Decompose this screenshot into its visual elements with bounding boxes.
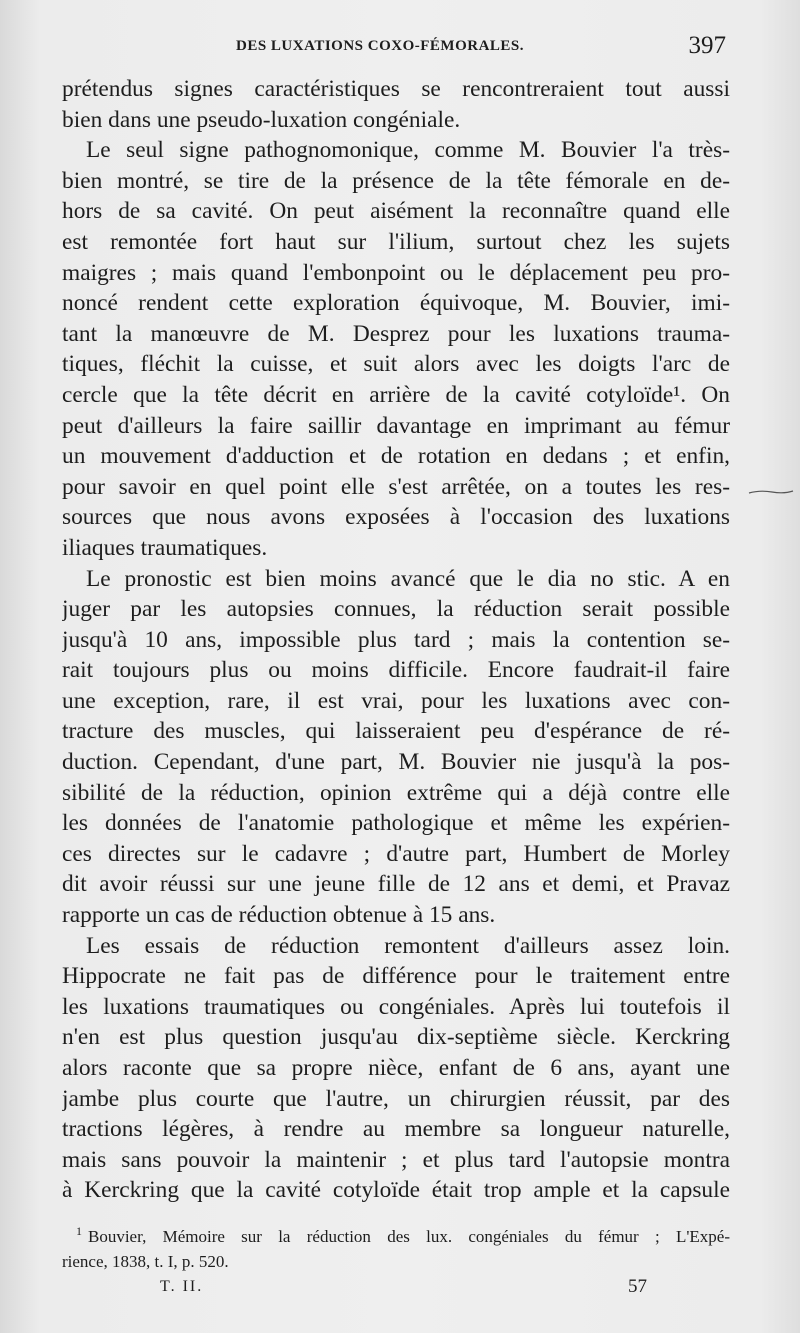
- signature-mark: T. II.: [160, 1278, 204, 1295]
- text-line: les luxations traumatiques ou congéniales. Après lui toutefois il: [62, 993, 730, 1020]
- text-line: n'en est plus question jusqu'au dix-septième siècle. Kerckring: [62, 1024, 730, 1051]
- text-line: duction. Cependant, d'une part, M. Bouvier nie jusqu'à la pos-: [62, 749, 730, 776]
- footnote-text: Bouvier, Mémoire sur la réduction des lux. congéniales du fémur ; L'Expé-: [88, 1227, 730, 1246]
- text-line: alors raconte que sa propre nièce, enfant de 6 ans, ayant une: [62, 1055, 730, 1081]
- page-header: [236, 32, 726, 62]
- text-line: jambe plus courte que l'autre, un chirurgien réussit, par des: [62, 1085, 730, 1112]
- text-line: Hippocrate ne fait pas de différence pour le traitement entre: [62, 963, 730, 990]
- text-line: peut d'ailleurs la faire saillir davantage en imprimant au fémur: [62, 412, 730, 439]
- running-head: DES LUXATIONS COXO-FÉMORALES.: [236, 38, 525, 54]
- page-number: 397: [688, 32, 726, 59]
- text-line: est remontée fort haut sur l'ilium, surtout chez les sujets: [62, 228, 730, 255]
- text-line: à Kerckring que la cavité cotyloïde était trop ample et la capsule: [62, 1177, 730, 1204]
- text-line: prétendus signes caractéristiques se rencontreraient tout aussi: [62, 76, 730, 102]
- text-line: ces directes sur le cadavre ; d'autre part, Humbert de Morley: [62, 840, 730, 867]
- text-line: bien montré, se tire de la présence de la tête fémorale en de-: [62, 167, 730, 194]
- footnote-line: [62, 1249, 730, 1274]
- text-line: tracture des muscles, qui laisseraient peu d'espérance de ré-: [62, 718, 730, 745]
- text-line: dit avoir réussi sur une jeune fille de 12 ans et demi, et Pravaz: [62, 871, 730, 898]
- text-line: tiques, fléchit la cuisse, et suit alors avec les doigts l'arc de: [62, 351, 730, 378]
- text-line: Le pronostic est bien moins avancé que le dia no stic. A en: [86, 565, 730, 592]
- footnote-line: [62, 1224, 730, 1249]
- text-line: jusqu'à 10 ans, impossible plus tard ; mais la contention se-: [62, 626, 730, 653]
- text-line: mais sans pouvoir la maintenir ; et plus tard l'autopsie montra: [62, 1146, 730, 1173]
- margin-pen-mark: [748, 488, 794, 496]
- text-line: sources que nous avons exposées à l'occasion des luxations: [62, 504, 730, 531]
- text-line: tractions légères, à rendre au membre sa longueur naturelle,: [62, 1116, 730, 1143]
- sheet-number: 57: [628, 1276, 647, 1297]
- text-line: sibilité de la réduction, opinion extrême qui a déjà contre elle: [62, 779, 730, 806]
- footnote-text: rience, 1838, t. I, p. 520.: [62, 1252, 229, 1271]
- text-line: noncé rendent cette exploration équivoque, M. Bouvier, imi-: [62, 290, 730, 317]
- text-line: juger par les autopsies connues, la réduction serait possible: [62, 596, 730, 623]
- text-line: rapporte un cas de réduction obtenue à 15 ans.: [62, 902, 496, 929]
- text-line: cercle que la tête décrit en arrière de la cavité cotyloïde¹. On: [62, 381, 730, 408]
- text-line: bien dans une pseudo-luxation congéniale.: [62, 106, 461, 133]
- text-line: maigres ; mais quand l'embonpoint ou le déplacement peu pro-: [62, 259, 730, 286]
- text-line: les données de l'anatomie pathologique et même les expérien-: [62, 810, 730, 837]
- text-line: tant la manœuvre de M. Desprez pour les luxations trauma-: [62, 320, 730, 347]
- text-line: Les essais de réduction remontent d'ailleurs assez loin.: [86, 932, 730, 959]
- body-text: [62, 74, 730, 1206]
- text-line: Le seul signe pathognomonique, comme M. Bouvier l'a très-: [86, 137, 730, 164]
- footnotes: [62, 1224, 730, 1274]
- text-line: iliaques traumatiques.: [62, 534, 268, 561]
- text-line: pour savoir en quel point elle s'est arrêtée, on a toutes les res-: [62, 473, 730, 500]
- text-line: hors de sa cavité. On peut aisément la reconnaître quand elle: [62, 198, 730, 225]
- text-line: une exception, rare, il est vrai, pour les luxations avec con-: [62, 687, 730, 714]
- text-line: rait toujours plus ou moins difficile. Encore faudrait-il faire: [62, 657, 730, 684]
- text-line: un mouvement d'adduction et de rotation en dedans ; et enfin,: [62, 443, 730, 470]
- footnote-mark: 1: [76, 1224, 82, 1239]
